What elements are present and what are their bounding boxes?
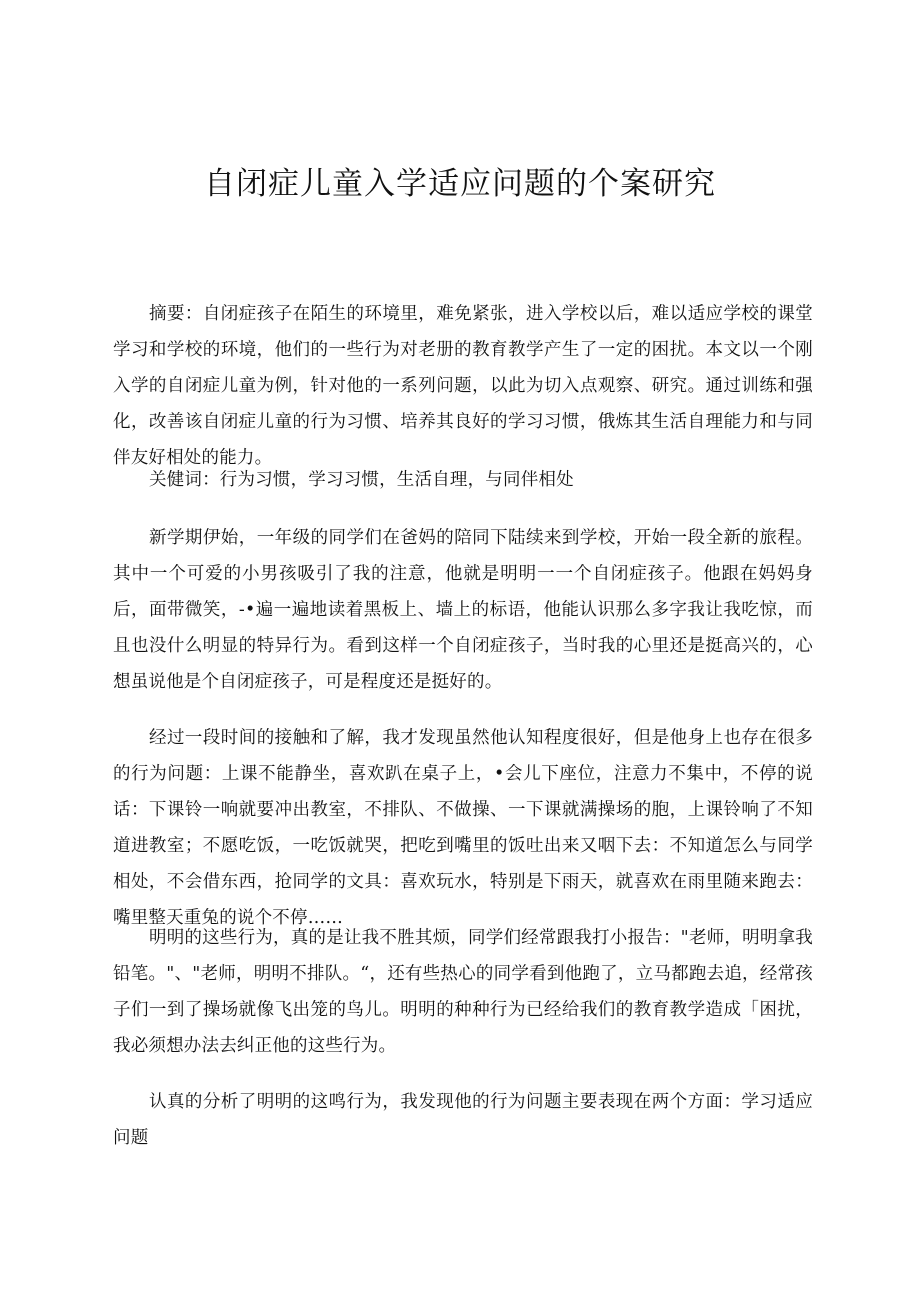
document-title: 自闭症儿童入学适应问题的个案研究: [204, 166, 716, 202]
keywords-paragraph: 关健词：行为习惯，学习习惯，生活自理，与同伴相处: [149, 470, 574, 490]
body-paragraph-analysis: 认真的分析了明明的这鸣行为，我发现他的行为问题主要表现在两个方面：学习适应问题: [113, 1092, 813, 1148]
abstract-paragraph: 摘要：自闭症孩子在陌生的环境里，难免紧张，进入学校以后，难以适应学校的课堂学习和学校的环境，他们的一些行为对老册的教育教学产生了一定的困扰。本文以一个刚入学的自闭症儿童为例，针对他的一系列问题，以此为切入点观察、研究。通过训练和强化，改善该自闭症儿童的行为习惯、培养其良好的学习习惯，俄炼其生活自理能力和与同伴友好相处的能力。: [113, 304, 813, 468]
body-paragraph-intro: 新学期伊始，一年级的同学们在爸妈的陪同下陆续来到学校，开始一段全新的旅程。其中一个可爱的小男孩吸引了我的注意，他就是明明一一个自闭症孩子。他跟在妈妈身后，面带微笑，-•遍一遍地读着黑板上、墙上的标语，他能认识那么多字我让我吃惊，而且也没什么明显的特异行为。看到这样一个自闭症孩子，当时我的心里还是挺高兴的，心想虽说他是个自闭症孩子，可是程度还是挺好的。: [113, 528, 813, 692]
body-paragraph-reports: 明明的这些行为，真的是让我不胜其烦，同学们经常跟我打小报告："老师，明明拿我铅笔。"、"老师，明明不排队。“，还有些热心的同学看到他跑了，立马都跑去追，经常孩子们一到了操场就像飞出笼的鸟儿。明明的种种行为已经给我们的教育教学造成「困扰，我必须想办法去纠正他的这些行为。: [113, 928, 813, 1056]
body-paragraph-problems: 经过一段时间的接触和了解，我才发现虽然他认知程度很好，但是他身上也存在很多的行为问题：上课不能静坐，喜欢趴在桌子上，•会儿下座位，注意力不集中，不停的说话：下课铃一响就要冲出教室，不排队、不做操、一下课就满操场的胞，上课铃响了不知道进教室；不愿吃饭，一吃饭就哭，把吃到嘴里的饭吐出来又咽下去：不知道怎么与同学相处，不会借东西，抢同学的文具：喜欢玩水，特别是下雨天，就喜欢在雨里随来跑去：嘴里整天重兔的说个不停……: [113, 728, 813, 928]
